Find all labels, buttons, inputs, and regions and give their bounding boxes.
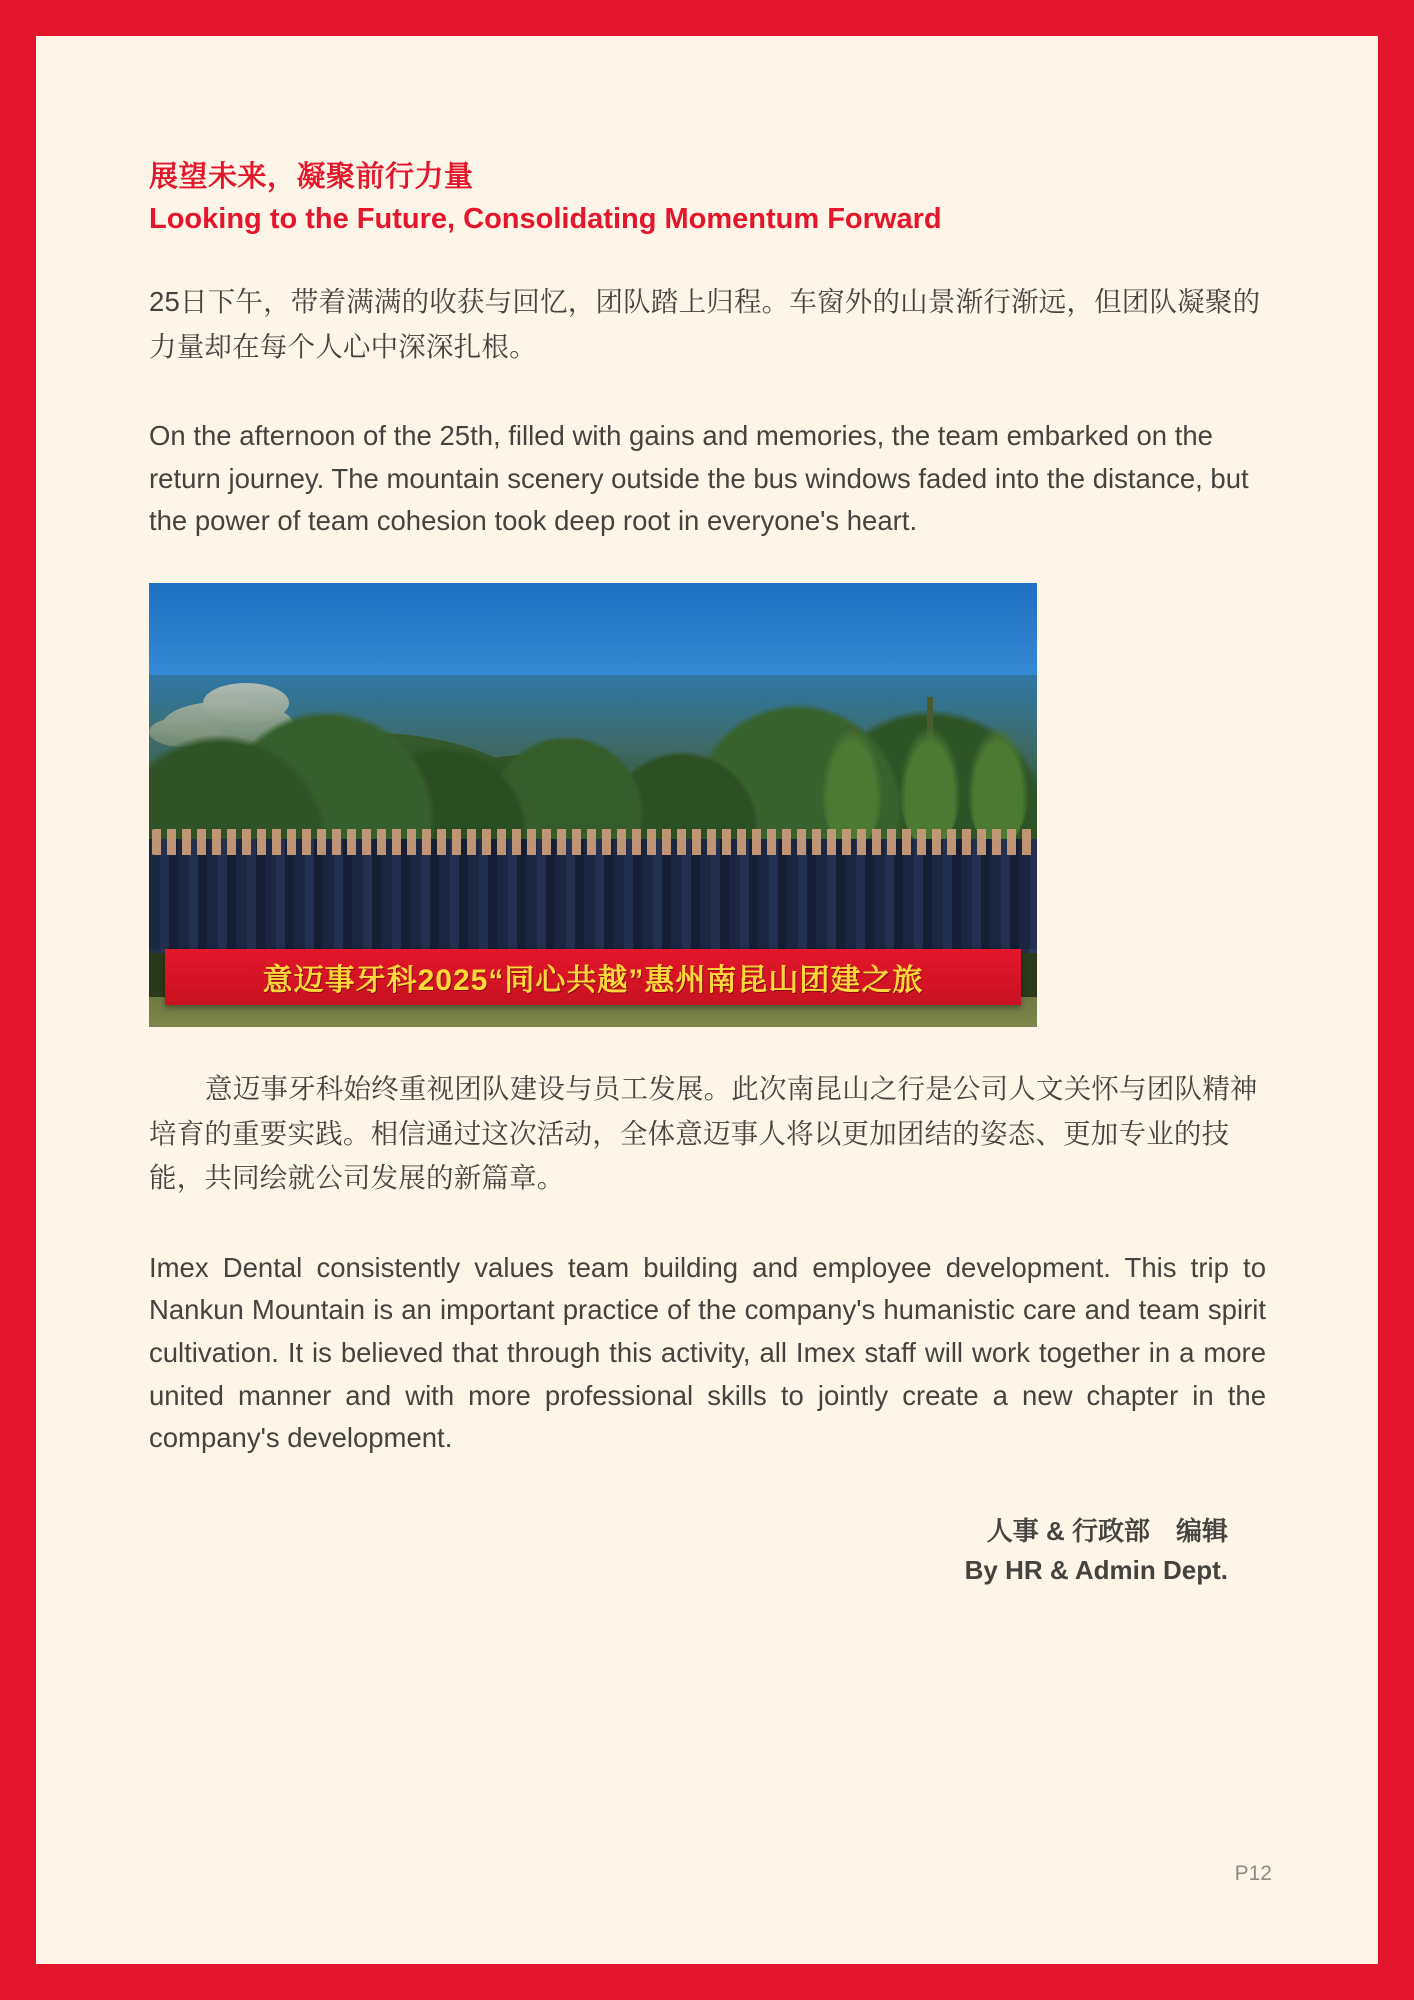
signature-block: [149, 1512, 1266, 1590]
paragraph-two-english: Imex Dental consistently values team building and employee development. This trip to Nankun Mountain is an important practice of the company's humanistic care and team spirit cultivation. It is believed that through this activity, all Imex staff will work together in a more united manner and with more professional skills to jointly create a new chapter in the company's development.: [149, 1251, 1266, 1454]
paragraph-one-english: On the afternoon of the 25th, filled with gains and memories, the team embarked on the return journey. The mountain scenery outside the bus windows faded into the distance, but the power of team cohesion took deep root in everyone's heart.: [149, 420, 1249, 537]
photo-banner-text: 意迈事牙科2025“同心共越”惠州南昆山团建之旅: [262, 964, 924, 998]
document-page: [36, 36, 1378, 1964]
page-title-chinese: 展望未来，凝聚前行力量: [149, 161, 474, 193]
page-content: [149, 156, 1266, 1590]
signature-chinese: 人事 & 行政部 编辑: [986, 1515, 1228, 1546]
signature-english: By HR & Admin Dept.: [964, 1554, 1228, 1585]
group-photo: [149, 583, 1037, 1027]
paragraph-one-chinese: 25日下午，带着满满的收获与回忆，团队踏上归程。车窗外的山景渐行渐远，但团队凝聚的力量却在每个人心中深深扎根。: [149, 286, 1261, 362]
paragraph-two-chinese: 意迈事牙科始终重视团队建设与员工发展。此次南昆山之行是公司人文关怀与团队精神培育的重要实践。相信通过这次活动，全体意迈事人将以更加团结的姿态、更加专业的技能，共同绘就公司发展的新篇章。: [149, 1073, 1258, 1194]
page-number: P12: [1234, 1862, 1272, 1885]
page-title-english: Looking to the Future, Consolidating Momentum Forward: [149, 203, 942, 236]
photo-crowd-front-row: [149, 839, 1037, 949]
photo-red-banner: [165, 949, 1021, 1005]
